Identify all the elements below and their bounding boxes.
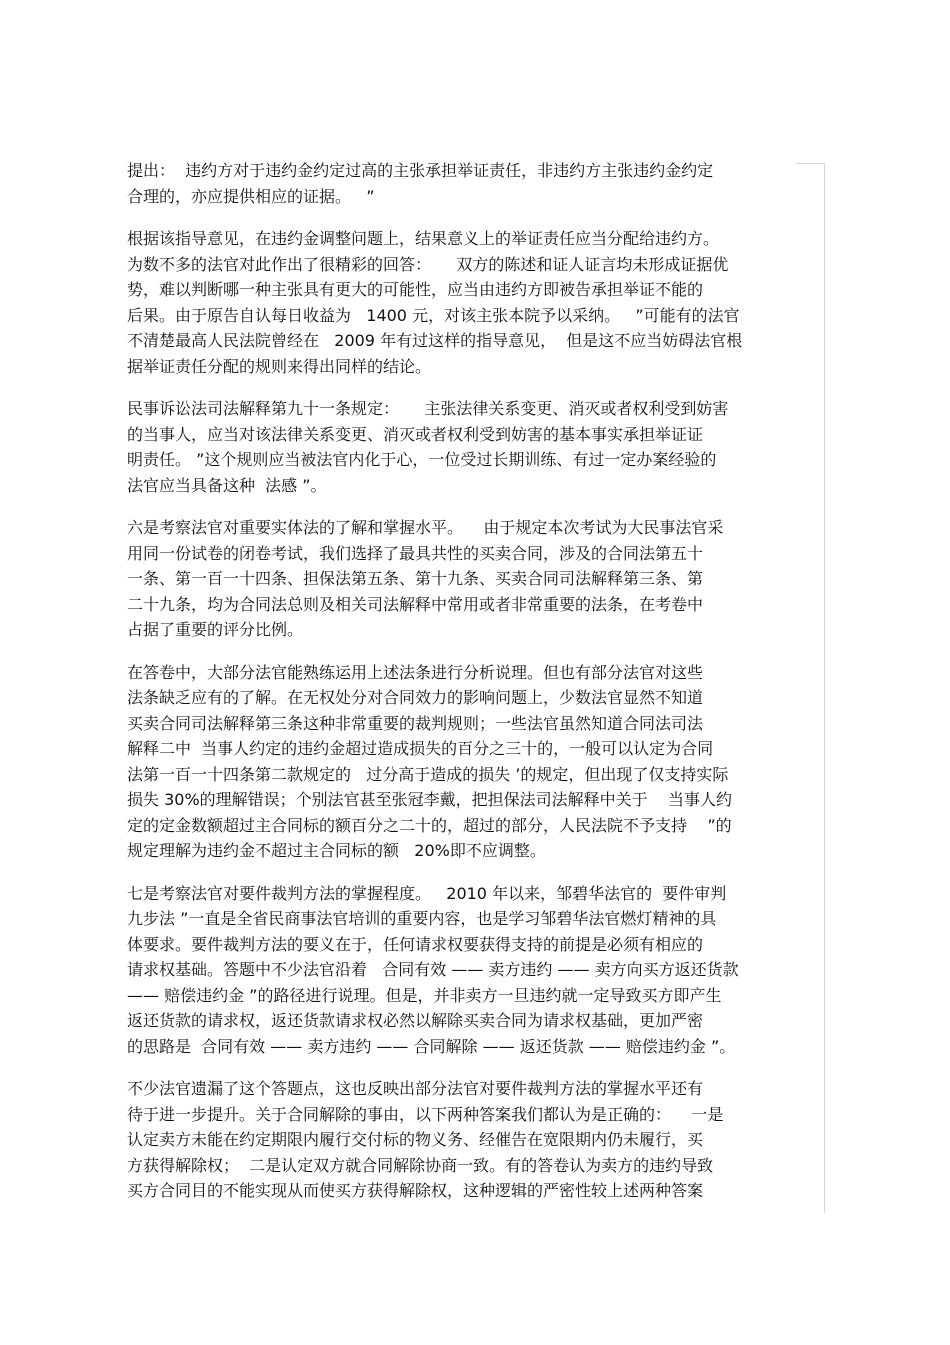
- text-line: 在答卷中，大部分法官能熟练运用上述法条进行分析说理。但也有部分法官对这些: [127, 662, 704, 682]
- text-line: 七是考察法官对要件裁判方法的掌握程度。 2010 年以来，邹碧华法官的 要件审判: [127, 883, 727, 903]
- text-line: 法官应当具备这种 法感 ”。: [127, 475, 327, 495]
- text-line: 据举证责任分配的规则来得出同样的结论。: [127, 356, 432, 376]
- text-line: 提出： 违约方对于违约金约定过高的主张承担举证责任，非违约方主张违约金约定: [127, 161, 714, 180]
- text-line: 占据了重要的评分比例。: [127, 620, 304, 639]
- text-line: 六是考察法官对重要实体法的了解和掌握水平。 由于规定本次考试为大民事法官采: [127, 518, 724, 537]
- text-line: 定的定金数额超过主合同标的额百分之二十的，超过的部分，人民法院不予支持 ”的: [127, 815, 732, 835]
- text-line: 体要求。要件裁判方法的要义在于，任何请求权要获得支持的前提是必须有相应的: [127, 934, 704, 954]
- text-line: 一条、第一百一十四条、担保法第五条、第十九条、买卖合同司法解释第三条、第: [127, 569, 704, 588]
- text-line: 不少法官遗漏了这个答题点，这也反映出部分法官对要件裁判方法的掌握水平还有: [127, 1079, 704, 1098]
- text-line: 认定卖方未能在约定期限内履行交付标的物义务、经催告在宽限期内仍未履行，买: [127, 1130, 704, 1149]
- text-line: 根据该指导意见，在违约金调整问题上，结果意义上的举证责任应当分配给违约方。: [127, 229, 720, 248]
- text-line: 方获得解除权； 二是认定双方就合同解除协商一致。有的答卷认为卖方的违约导致: [127, 1155, 714, 1175]
- text-line: 规定理解为违约金不超过主合同标的额 20%即不应调整。: [127, 841, 546, 860]
- text-line: 明责任。 ”这个规则应当被法官内化于心，一位受过长期训练、有过一定办案经验的: [127, 450, 717, 469]
- paragraph: [127, 515, 827, 643]
- text-line: 解释二中 当事人约定的违约金超过造成损失的百分之三十的，一般可以认定为合同: [127, 739, 714, 758]
- text-line: 合理的，亦应提供相应的证据。 ”: [127, 186, 375, 206]
- paragraph: [127, 1076, 827, 1204]
- text-line: 买方合同目的不能实现从而使买方获得解除权，这种逻辑的严密性较上述两种答案: [127, 1181, 704, 1200]
- text-line: 请求权基础。答题中不少法官沿着 合同有效 —— 卖方违约 —— 卖方向买方返还货款: [127, 960, 739, 979]
- text-line: 的当事人，应当对该法律关系变更、消灭或者权利受到妨害的基本事实承担举证证: [127, 424, 704, 444]
- text-line: 后果。由于原告自认每日收益为 1400 元，对该主张本院予以采纳。 ”可能有的法官: [127, 305, 740, 325]
- text-line: 待于进一步提升。关于合同解除的事由，以下两种答案我们都认为是正确的： 一是: [127, 1104, 724, 1124]
- text-line: 的思路是 合同有效 —— 卖方违约 —— 合同解除 —— 返还货款 —— 赔偿违约金 ”。: [127, 1036, 736, 1056]
- paragraph: [127, 660, 827, 864]
- paragraph: [127, 881, 827, 1060]
- text-line: 损失 30%的理解错误；个别法官甚至张冠李戴，把担保法司法解释中关于 当事人约: [127, 790, 732, 809]
- text-line: 法第一百一十四条第二款规定的 过分高于造成的损失 ’的规定，但出现了仅支持实际: [127, 764, 729, 784]
- paragraph: [127, 396, 827, 498]
- text-line: 返还货款的请求权，返还货款请求权必然以解除买卖合同为请求权基础，更加严密: [127, 1011, 704, 1030]
- text-line: 用同一份试卷的闭卷考试，我们选择了最具共性的买卖合同，涉及的合同法第五十: [127, 543, 704, 563]
- text-line: 民事诉讼法司法解释第九十一条规定： 主张法律关系变更、消灭或者权利受到妨害: [127, 399, 729, 418]
- text-line: 买卖合同司法解释第三条这种非常重要的裁判规则；一些法官虽然知道合同法司法: [127, 713, 704, 733]
- paragraph: [127, 226, 827, 379]
- text-line: 法条缺乏应有的了解。在无权处分对合同效力的影响问题上，少数法官显然不知道: [127, 688, 704, 707]
- text-line: 不清楚最高人民法院曾经在 2009 年有过这样的指导意见， 但是这不应当妨碍法官根: [127, 331, 743, 350]
- text-line: 势，难以判断哪一种主张具有更大的可能性，应当由违约方即被告承担举证不能的: [127, 280, 704, 299]
- text-line: 九步法 ”一直是全省民商事法官培训的重要内容，也是学习邹碧华法官燃灯精神的具: [127, 909, 717, 928]
- text-line: —— 赔偿违约金 ”的路径进行说理。但是，并非卖方一旦违约就一定导致买方即产生: [127, 985, 722, 1005]
- paragraph: [127, 158, 827, 209]
- text-line: 为数不多的法官对此作出了很精彩的回答： 双方的陈述和证人证言均未形成证据优: [127, 254, 729, 274]
- document-body: [127, 158, 827, 1221]
- text-line: 二十九条，均为合同法总则及相关司法解释中常用或者非常重要的法条，在考卷中: [127, 594, 704, 614]
